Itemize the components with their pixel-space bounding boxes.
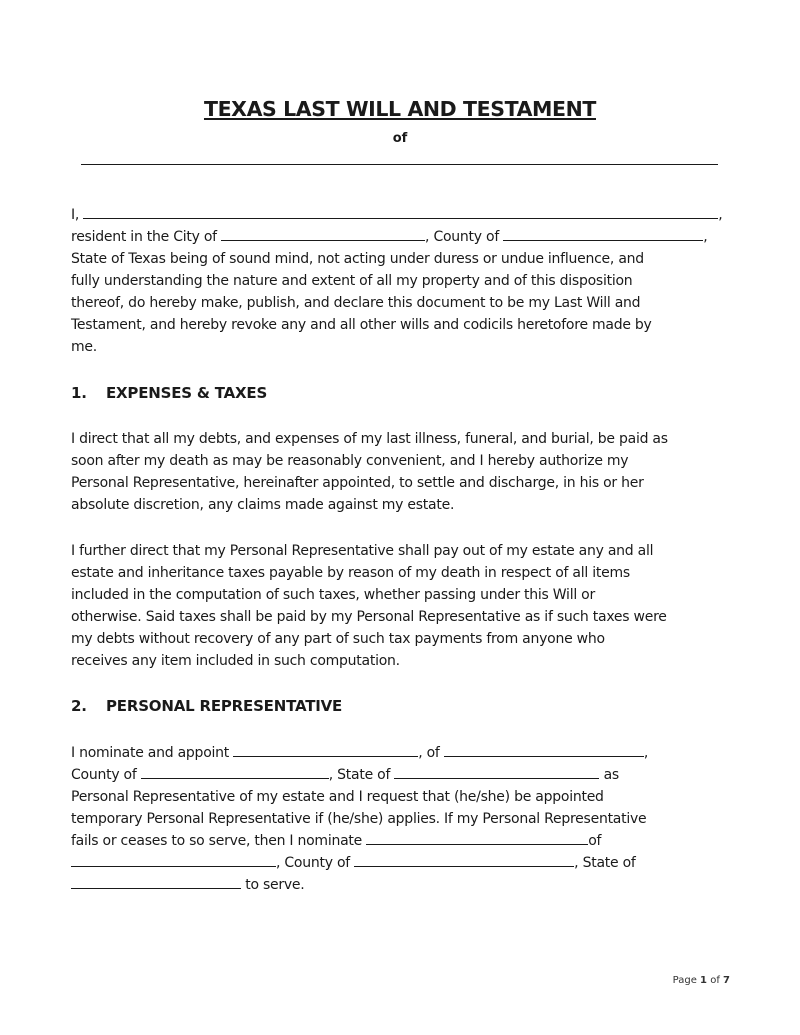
intro-line: [71, 204, 731, 226]
representative-paragraph: [71, 742, 731, 896]
representative-name-blank[interactable]: [233, 742, 418, 757]
paragraph-line: I further direct that my Personal Representative shall pay out of my estate any and all: [71, 543, 654, 559]
testator-name-blank[interactable]: [81, 164, 718, 165]
alternate-city-blank[interactable]: [71, 852, 276, 867]
paragraph-line: receives any item included in such computation.: [71, 653, 400, 669]
representative-city-blank[interactable]: [444, 742, 644, 757]
paragraph-line: Personal Representative of my estate and I request that (he/she) be appointed: [71, 789, 604, 805]
page-label: Page: [672, 975, 697, 986]
paragraph-line: [71, 874, 731, 896]
title-of-label: of: [392, 131, 408, 146]
paragraph-line: [71, 764, 731, 786]
paragraph-line: [71, 830, 731, 852]
document-title: TEXAS LAST WILL AND TESTAMENT: [203, 97, 596, 121]
section-number: 1.: [71, 384, 87, 402]
paragraph-text: to serve.: [245, 877, 305, 893]
paragraph-text: I nominate and appoint: [71, 745, 230, 761]
paragraph-line: soon after my death as may be reasonably convenient, and I hereby authorize my: [71, 453, 629, 469]
paragraph-text: County of: [71, 767, 137, 783]
intro-text: ,: [703, 229, 708, 245]
paragraph-line: estate and inheritance taxes payable by reason of my death in respect of all items: [71, 565, 630, 581]
intro-text: , County of: [425, 229, 500, 245]
alternate-county-blank[interactable]: [354, 852, 574, 867]
paragraph-text: , of: [418, 745, 440, 761]
page-number: [673, 975, 730, 986]
county-blank[interactable]: [503, 226, 703, 241]
alternate-state-blank[interactable]: [71, 874, 241, 889]
paragraph-text: ,: [643, 745, 649, 761]
intro-line: State of Texas being of sound mind, not acting under duress or undue influence, and: [71, 251, 644, 267]
intro-paragraph: [71, 204, 731, 358]
total-pages: 7: [723, 975, 730, 986]
representative-state-blank[interactable]: [394, 764, 599, 779]
paragraph-text: , State of: [328, 767, 391, 783]
intro-line: thereof, do hereby make, publish, and declare this document to be my Last Will and: [71, 295, 641, 311]
paragraph-line: my debts without recovery of any part of such tax payments from anyone who: [71, 631, 605, 647]
intro-line: [71, 226, 731, 248]
paragraph-text: as: [603, 767, 619, 783]
alternate-name-blank[interactable]: [366, 830, 588, 845]
current-page: 1: [700, 975, 708, 986]
name-blank[interactable]: [83, 204, 718, 219]
paragraph-text: , State of: [574, 855, 636, 871]
section-number: 2.: [71, 697, 87, 715]
paragraph-line: [71, 852, 731, 874]
intro-text: ,: [718, 207, 723, 223]
representative-county-blank[interactable]: [141, 764, 329, 779]
expenses-paragraph: [71, 428, 731, 516]
section-title: PERSONAL REPRESENTATIVE: [106, 697, 343, 715]
paragraph-line: included in the computation of such taxes, whether passing under this Will or: [71, 587, 596, 603]
intro-text: I,: [71, 207, 80, 223]
paragraph-line: temporary Personal Representative if (he/she) applies. If my Personal Representative: [71, 811, 647, 827]
section-heading: [71, 697, 342, 715]
intro-line: Testament, and hereby revoke any and all other wills and codicils heretofore made by: [71, 317, 652, 333]
paragraph-text: , County of: [276, 855, 350, 871]
intro-line: me.: [71, 339, 97, 355]
paragraph-line: otherwise. Said taxes shall be paid by my Personal Representative as if such taxes were: [71, 609, 667, 625]
intro-text: resident in the City of: [71, 229, 217, 245]
paragraph-text: of: [588, 833, 602, 849]
paragraph-line: I direct that all my debts, and expenses of my last illness, funeral, and burial, be paid as: [71, 431, 668, 447]
section-title: EXPENSES & TAXES: [106, 384, 268, 402]
paragraph-line: Personal Representative, hereinafter appointed, to settle and discharge, in his or her: [71, 475, 644, 491]
page-of-label: of: [710, 975, 720, 986]
city-blank[interactable]: [221, 226, 425, 241]
intro-line: fully understanding the nature and extent of all my property and of this disposition: [71, 273, 633, 289]
section-heading: [71, 384, 267, 402]
paragraph-line: absolute discretion, any claims made against my estate.: [71, 497, 455, 513]
paragraph-text: fails or ceases to so serve, then I nominate: [71, 833, 363, 849]
paragraph-line: [71, 742, 731, 764]
taxes-paragraph: [71, 540, 731, 672]
